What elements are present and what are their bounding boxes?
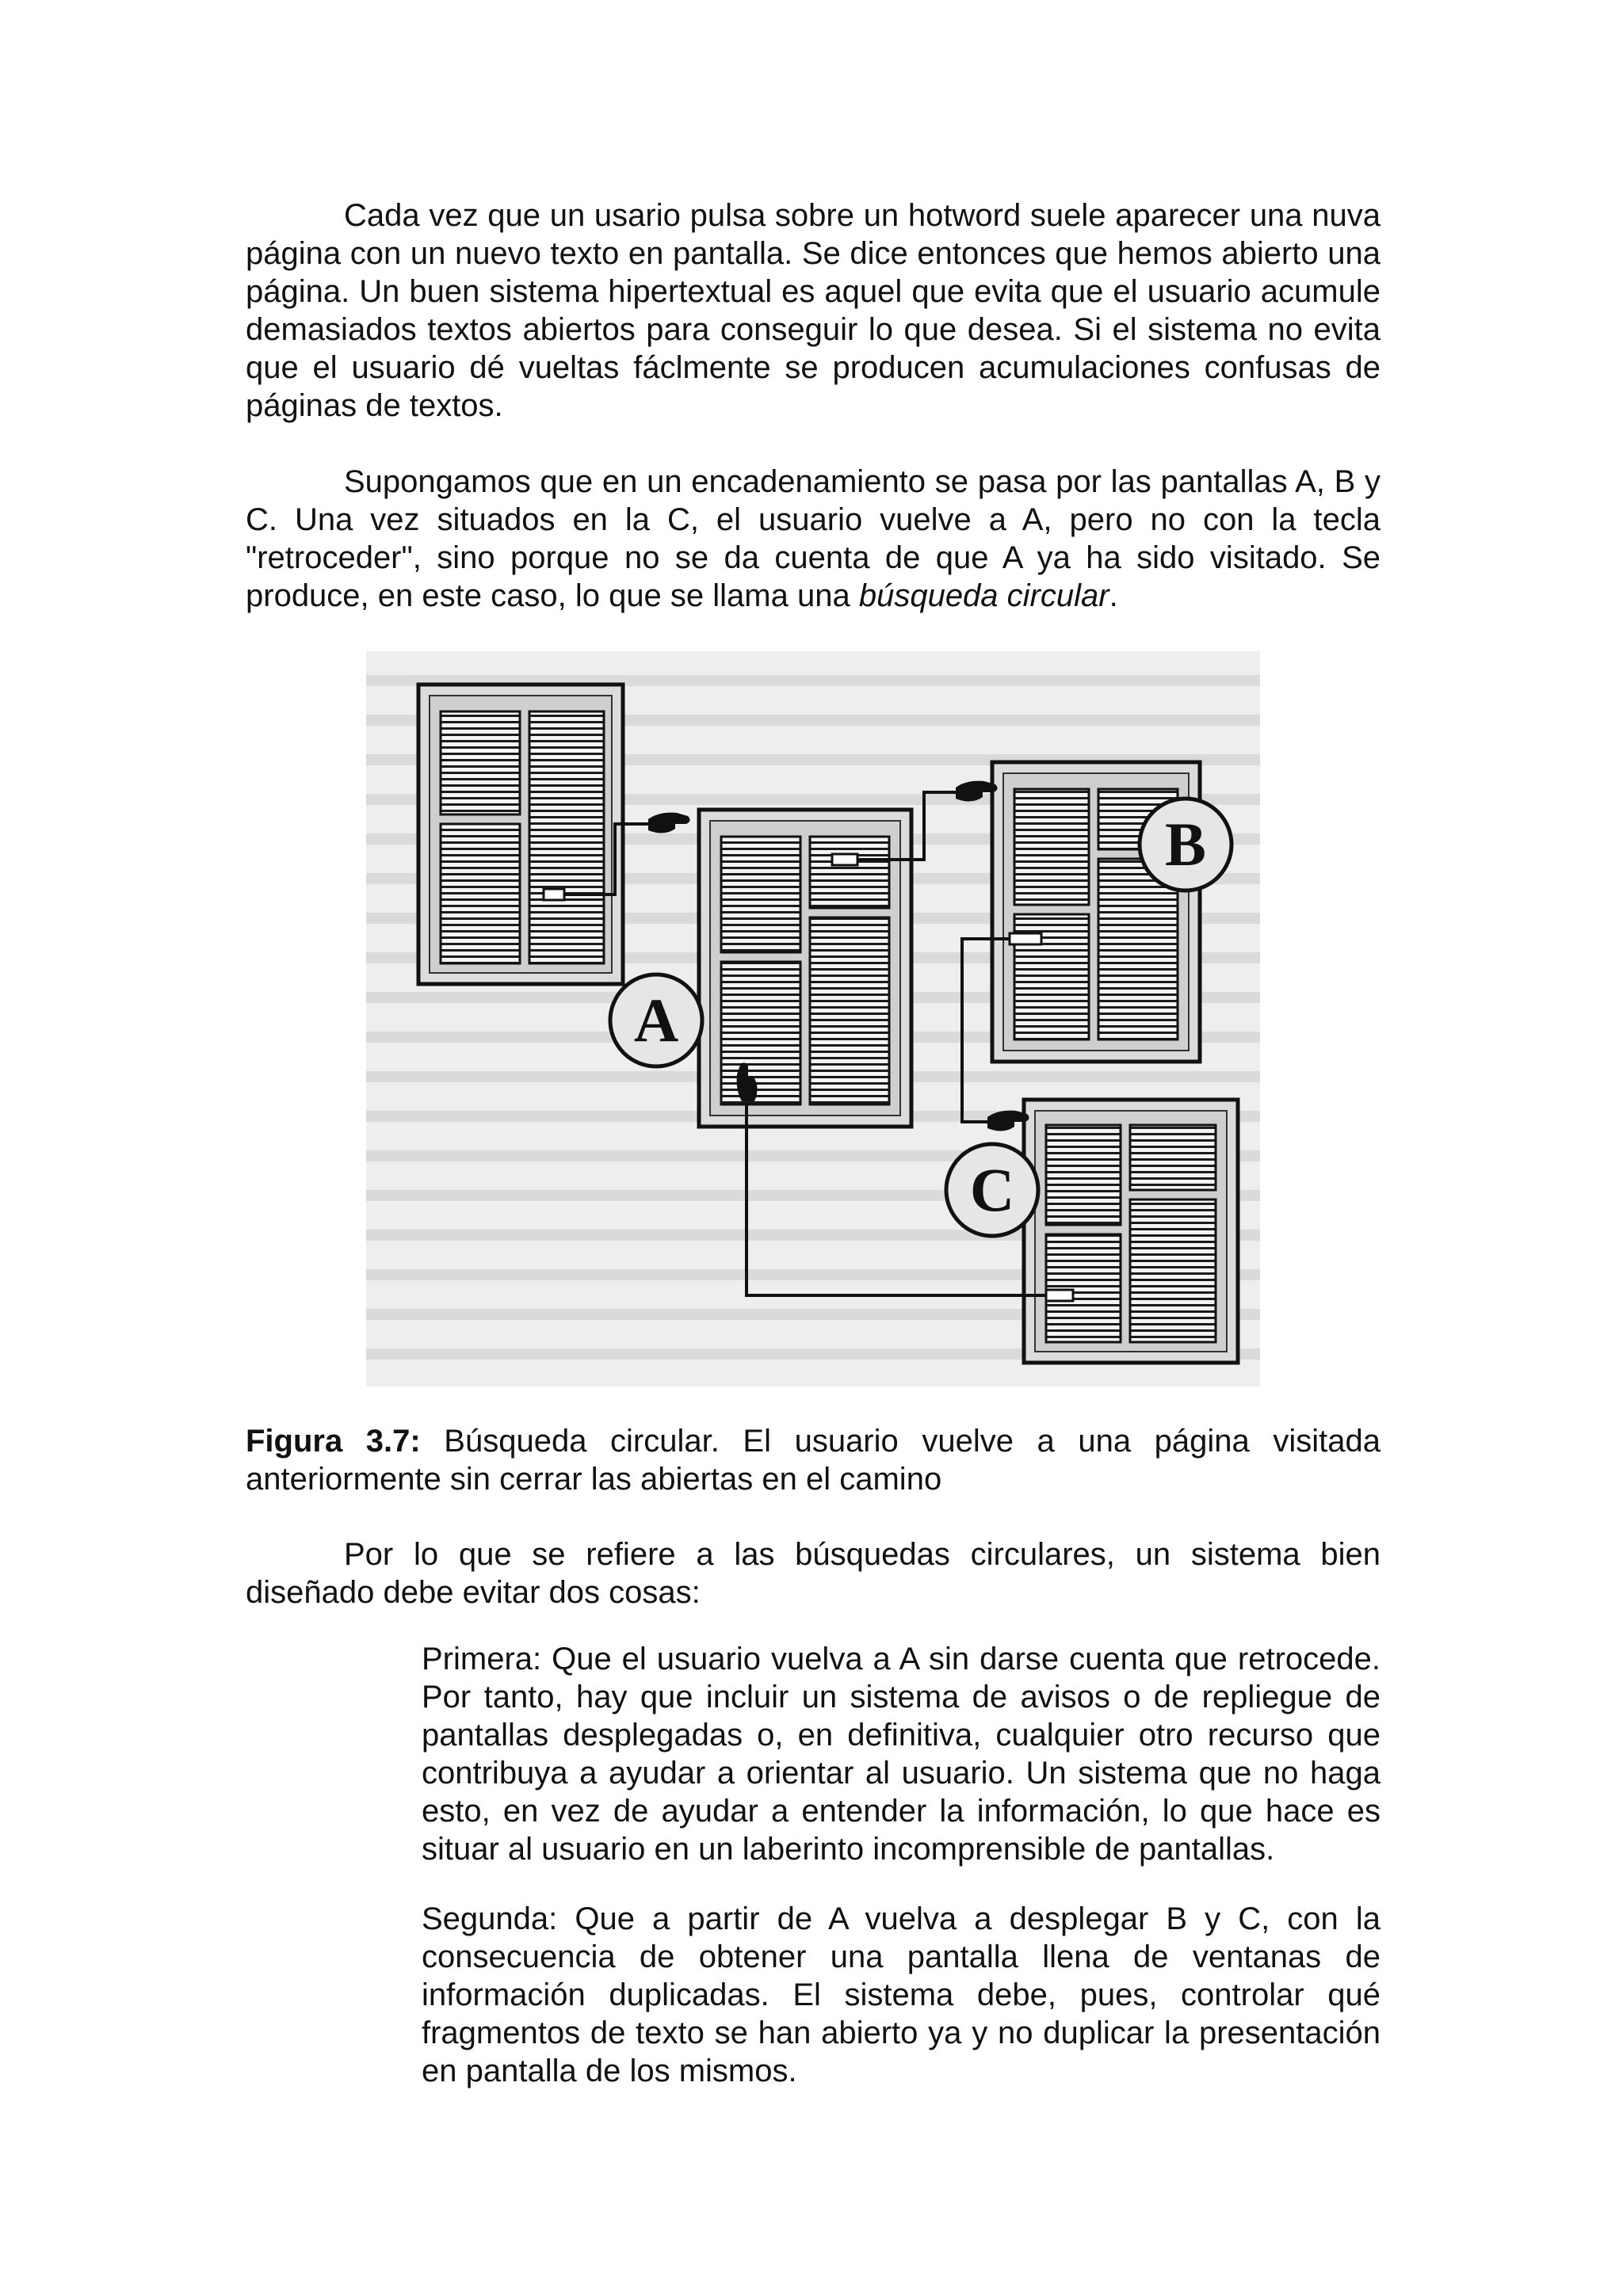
window-a — [699, 810, 911, 1127]
list-item: Primera: Que el usuario vuelva a A sin darse cuenta que retrocede. Por tanto, hay que incluir un sistema de avisos o de repliegue de pantallas desplegadas o, en definitiva, cualquier otro recurso que contribuya a ayudar a orientar al usuario. Un sistema que no haga esto, en vez de ayudar a entender la información, lo que hace es situar al usuario en un laberinto incomprensible de pantallas. — [422, 1642, 1381, 1867]
caption-text: Búsqueda circular. El usuario vuelve a una página visitada anteriormente sin cerrar las abiertas en el camino — [246, 1424, 1381, 1497]
label-c-circle — [946, 1144, 1038, 1236]
label-b-circle — [1140, 799, 1232, 891]
window-start — [418, 685, 623, 984]
label-a-circle — [610, 974, 702, 1066]
paragraph-circular-search — [246, 463, 1381, 615]
window-c — [1024, 1100, 1238, 1363]
caption-label: Figura 3.7: — [246, 1424, 421, 1459]
paragraph-intro-list: Por lo que se refiere a las búsquedas circulares, un sistema bien diseñado debe evitar dos cosas: — [246, 1537, 1381, 1610]
paragraph-hotword: Cada vez que un usario pulsa sobre un hotword suele aparecer una nuva página con un nuevo texto en pantalla. Se dice entonces que hemos abierto una página. Un buen sistema hipertextual es aquel que evita que el usuario acumule demasiados textos abiertos para conseguir lo que desea. Si el sistema no evita que el usuario dé vueltas fáclmente se producen acumulaciones confusas de páginas de textos. — [246, 198, 1381, 423]
figure-caption — [246, 1422, 1381, 1498]
label-b: B — [1164, 810, 1207, 879]
paragraph-end: . — [1109, 578, 1118, 613]
list-item: Segunda: Que a partir de A vuelva a desplegar B y C, con la consecuencia de obtener una pantalla llena de ventanas de información duplicadas. El sistema debe, pues, controlar qué fragmentos de texto se han abierto ya y no duplicar la presentación en pantalla de los mismos. — [422, 1901, 1381, 2088]
label-c: C — [969, 1155, 1015, 1224]
label-a: A — [633, 986, 679, 1055]
figure-circular-search — [366, 651, 1260, 1386]
emphasis-term: búsqueda circular — [858, 578, 1109, 613]
figure-diagram — [366, 651, 1260, 1386]
paragraph-text: Supongamos que en un encadenamiento se pasa por las pantallas A, B y C. Una vez situados en la C, el usuario vuelve a A, pero no con la tecla "retroceder", sino porque no se da cuenta de que A ya ha sido visitado. Se produce, en este caso, lo que se llama una — [246, 464, 1381, 613]
